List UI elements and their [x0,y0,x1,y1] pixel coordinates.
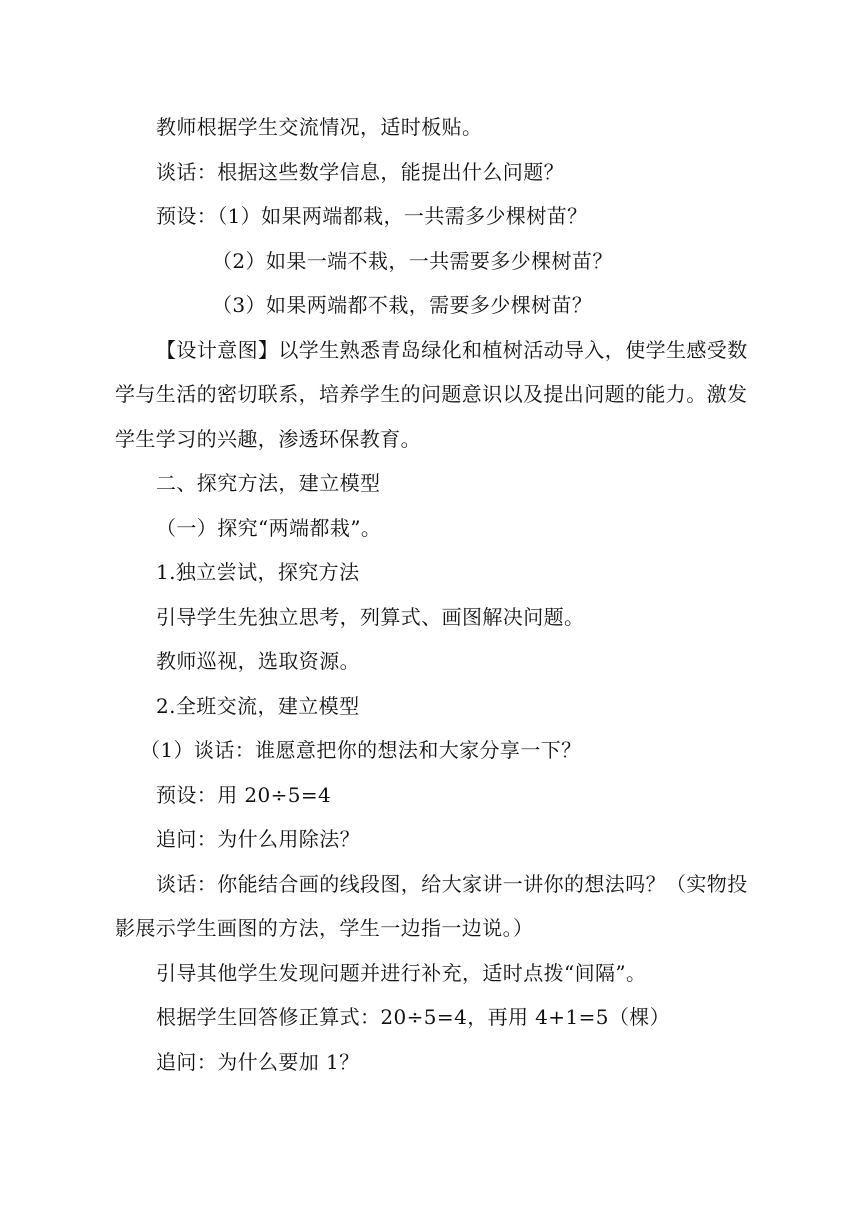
text-line: 学与生活的密切联系，培养学生的问题意识以及提出问题的能力。激发 [115,382,748,406]
subsection-heading: （一）探究“两端都栽”。 [156,516,382,540]
text-line: （3）如果两端都不栽，需要多少棵树苗？ [212,293,593,317]
text-line: 教师巡视，选取资源。 [156,649,360,673]
text-line: 预设：用 20÷5=4 [156,783,332,807]
text-line: 预设：（1）如果两端都栽，一共需多少棵树苗？ [156,204,588,228]
text-line: 【设计意图】以学生熟悉青岛绿化和植树活动导入，使学生感受数 [156,338,748,362]
text-line: 根据学生回答修正算式：20÷5=4，再用 4+1=5（棵） [156,1005,671,1029]
text-line: 追问：为什么用除法？ [156,827,360,851]
text-line: 谈话：根据这些数学信息，能提出什么问题？ [156,160,564,184]
text-line: 追问：为什么要加 1？ [156,1050,360,1074]
section-heading: 二、探究方法，建立模型 [156,471,381,495]
text-line: （2）如果一端不栽，一共需要多少棵树苗？ [212,249,613,273]
text-line: 引导其他学生发现问题并进行补充，适时点拨“间隔”。 [156,961,647,985]
text-line: 教师根据学生交流情况，适时板贴。 [156,115,483,139]
step-heading: 1.独立尝试，探究方法 [156,560,360,584]
text-line: 引导学生先独立思考，列算式、画图解决问题。 [156,605,585,629]
step-heading: 2.全班交流，建立模型 [156,694,360,718]
text-line: 谈话：你能结合画的线段图，给大家讲一讲你的想法吗？（实物投 [156,872,748,896]
text-line: 影展示学生画图的方法，学生一边指一边说。） [115,916,534,940]
text-line: 学生学习的兴趣，渗透环保教育。 [115,427,421,451]
text-line: （1）谈话：谁愿意把你的想法和大家分享一下？ [140,738,582,762]
